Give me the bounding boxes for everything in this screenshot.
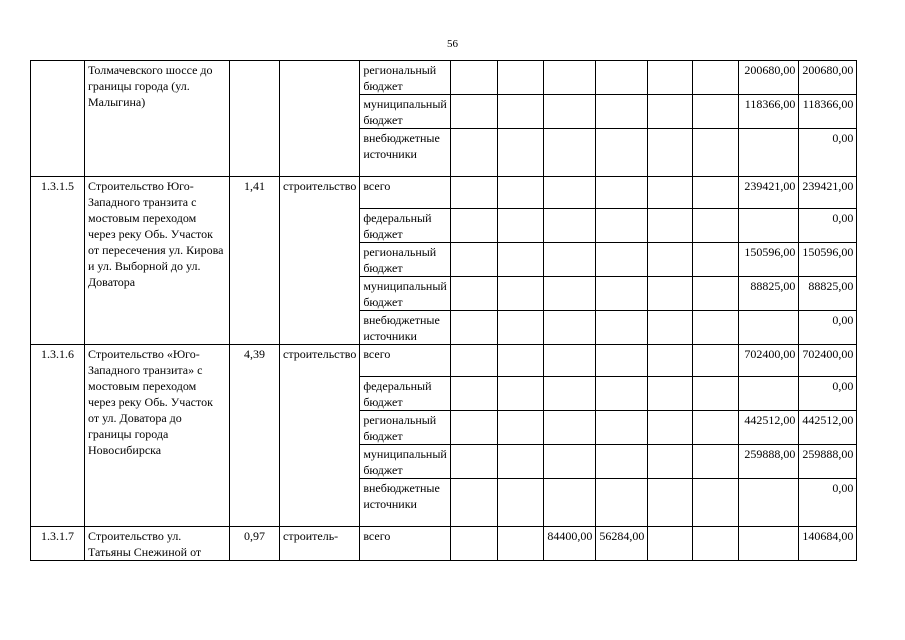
year-value-cell [596,129,648,177]
year-value-cell [739,209,799,243]
total-cell: 259888,00 [799,445,857,479]
source-cell: региональный бюджет [360,61,451,95]
year-value-cell [739,377,799,411]
year-value-cell [596,61,648,95]
empty-cell [648,311,693,345]
empty-cell [693,209,739,243]
table-row [31,345,857,377]
year-value-cell [596,377,648,411]
source-cell: всего [360,177,451,209]
empty-cell [693,445,739,479]
empty-cell [648,243,693,277]
year-value-cell [739,527,799,561]
empty-cell [648,129,693,177]
year-value-cell [544,277,596,311]
empty-cell [693,243,739,277]
total-cell: 0,00 [799,377,857,411]
empty-cell [693,129,739,177]
year-value-cell: 88825,00 [739,277,799,311]
empty-cell [451,479,498,527]
name-cell: Толмачевского шоссе до границы города (ул. Малыгина) [85,61,230,177]
empty-cell [498,527,544,561]
item-name: Строительство Юго-Западного транзита с мостовым переходом через реку Обь. Участок от пересечения ул. Кирова и ул. Выборной до ул. Доватора [85,177,230,345]
source-cell: внебюджетные источники [360,479,451,527]
year-value-cell [544,177,596,209]
item-name: Строительство «Юго-Западного транзита» с мостовым переходом через реку Обь. Участок от ул. Доватора до границы города Новосибирска [85,345,230,527]
empty-cell [451,445,498,479]
year-value-cell: 239421,00 [739,177,799,209]
empty-cell [451,377,498,411]
empty-cell [693,377,739,411]
length-cell [230,61,280,177]
year-value-cell: 200680,00 [739,61,799,95]
item-type: строитель- [280,527,360,561]
empty-cell [498,311,544,345]
year-value-cell: 56284,00 [596,527,648,561]
empty-cell [648,445,693,479]
empty-cell [451,95,498,129]
table-row [31,61,857,95]
empty-cell [648,527,693,561]
source-cell: федеральный бюджет [360,377,451,411]
year-value-cell: 442512,00 [739,411,799,445]
source-cell: региональный бюджет [360,411,451,445]
year-value-cell [544,345,596,377]
item-number: 1.3.1.7 [31,527,85,561]
empty-cell [693,311,739,345]
source-cell: внебюджетные источники [360,129,451,177]
year-value-cell [596,411,648,445]
total-cell: 239421,00 [799,177,857,209]
year-value-cell [544,243,596,277]
item-name: Строительство ул. Татьяны Снежиной от [85,527,230,561]
item-type: строительство [280,345,360,527]
empty-cell [451,209,498,243]
empty-cell [498,411,544,445]
year-value-cell [596,243,648,277]
item-length: 4,39 [230,345,280,527]
total-cell: 200680,00 [799,61,857,95]
empty-cell [451,411,498,445]
empty-cell [451,311,498,345]
empty-cell [648,345,693,377]
budget-table [30,60,857,561]
empty-cell [693,61,739,95]
item-length: 0,97 [230,527,280,561]
year-value-cell [544,445,596,479]
empty-cell [693,411,739,445]
year-value-cell [596,209,648,243]
year-value-cell [544,95,596,129]
year-value-cell [544,61,596,95]
empty-cell [693,527,739,561]
empty-cell [498,177,544,209]
source-cell: муниципальный бюджет [360,445,451,479]
year-value-cell [596,95,648,129]
total-cell: 0,00 [799,479,857,527]
total-cell: 0,00 [799,209,857,243]
empty-cell [498,479,544,527]
empty-cell [693,177,739,209]
year-value-cell [544,377,596,411]
empty-cell [648,209,693,243]
source-cell: внебюджетные источники [360,311,451,345]
empty-cell [648,377,693,411]
year-value-cell: 150596,00 [739,243,799,277]
total-cell: 118366,00 [799,95,857,129]
source-cell: всего [360,527,451,561]
empty-cell [451,129,498,177]
empty-cell [451,243,498,277]
empty-cell [648,479,693,527]
empty-cell [648,177,693,209]
total-cell: 140684,00 [799,527,857,561]
empty-cell [498,277,544,311]
total-cell: 0,00 [799,129,857,177]
page-number: 56 [447,38,458,50]
total-cell: 442512,00 [799,411,857,445]
empty-cell [451,177,498,209]
year-value-cell [739,129,799,177]
year-value-cell: 84400,00 [544,527,596,561]
empty-cell [498,129,544,177]
year-value-cell [739,311,799,345]
year-value-cell [596,445,648,479]
table-row [31,527,857,561]
total-cell: 150596,00 [799,243,857,277]
num-cell [31,61,85,177]
empty-cell [693,277,739,311]
empty-cell [498,377,544,411]
year-value-cell [544,209,596,243]
year-value-cell [544,311,596,345]
item-number: 1.3.1.5 [31,177,85,345]
empty-cell [451,345,498,377]
empty-cell [693,345,739,377]
empty-cell [648,411,693,445]
item-length: 1,41 [230,177,280,345]
year-value-cell [596,345,648,377]
empty-cell [451,61,498,95]
year-value-cell: 259888,00 [739,445,799,479]
item-number: 1.3.1.6 [31,345,85,527]
year-value-cell [596,277,648,311]
source-cell: муниципальный бюджет [360,95,451,129]
year-value-cell [596,177,648,209]
empty-cell [451,277,498,311]
total-cell: 88825,00 [799,277,857,311]
year-value-cell [544,411,596,445]
empty-cell [648,95,693,129]
table-row [31,177,857,209]
total-cell: 0,00 [799,311,857,345]
year-value-cell [596,479,648,527]
empty-cell [498,243,544,277]
total-cell: 702400,00 [799,345,857,377]
year-value-cell [596,311,648,345]
empty-cell [498,95,544,129]
empty-cell [693,95,739,129]
type-cell [280,61,360,177]
year-value-cell: 118366,00 [739,95,799,129]
empty-cell [498,345,544,377]
source-cell: федеральный бюджет [360,209,451,243]
empty-cell [498,209,544,243]
year-value-cell [544,129,596,177]
year-value-cell [739,479,799,527]
empty-cell [498,61,544,95]
source-cell: региональный бюджет [360,243,451,277]
item-type: строительство [280,177,360,345]
source-cell: муниципальный бюджет [360,277,451,311]
empty-cell [498,445,544,479]
empty-cell [693,479,739,527]
empty-cell [451,527,498,561]
empty-cell [648,61,693,95]
year-value-cell: 702400,00 [739,345,799,377]
year-value-cell [544,479,596,527]
empty-cell [648,277,693,311]
source-cell: всего [360,345,451,377]
